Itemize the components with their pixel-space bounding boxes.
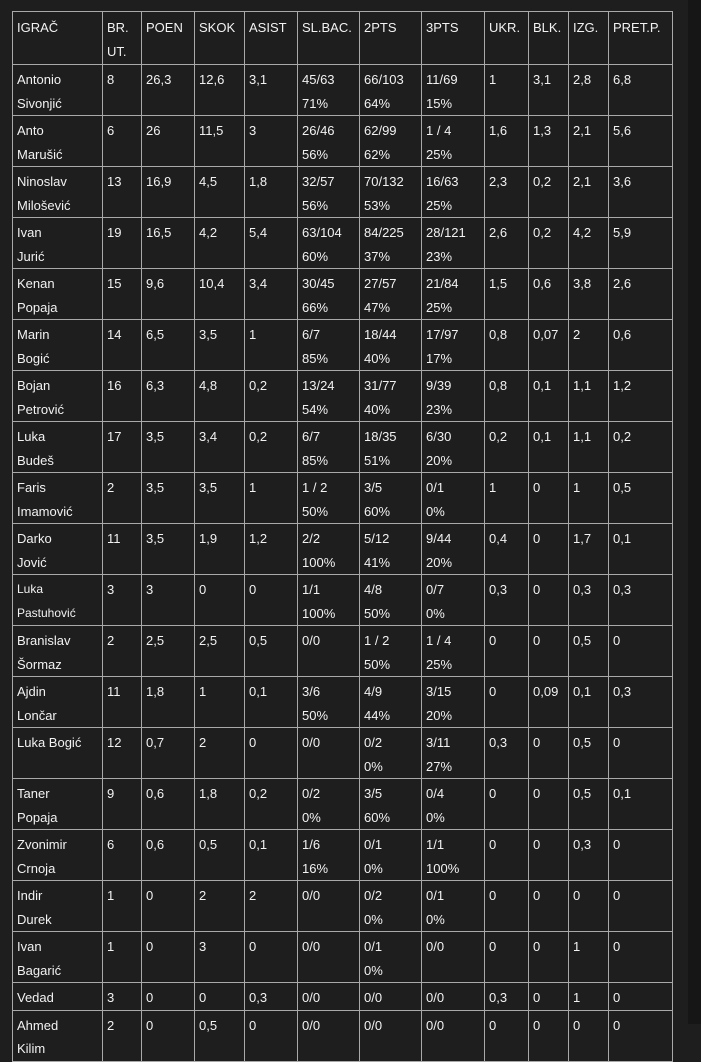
cell-rebounds: 10,4 [195, 269, 245, 320]
cell-fouls: 6,8 [609, 65, 673, 116]
cell-games: 3 [103, 983, 142, 1011]
table-row [13, 830, 673, 881]
cell-points: 3,5 [142, 473, 195, 524]
cell-three-pointers: 0/7 0% [422, 575, 485, 626]
cell-free-throws: 13/24 54% [298, 371, 360, 422]
cell-assists: 3 [245, 116, 298, 167]
player-stats-table [12, 11, 673, 1062]
cell-steals: 1,6 [485, 116, 529, 167]
cell-fouls: 0,5 [609, 473, 673, 524]
cell-games: 17 [103, 422, 142, 473]
cell-points: 0 [142, 983, 195, 1011]
cell-player-name: Faris Imamović [13, 473, 103, 524]
cell-two-pointers: 4/8 50% [360, 575, 422, 626]
cell-free-throws: 0/2 0% [298, 779, 360, 830]
cell-two-pointers: 62/99 62% [360, 116, 422, 167]
header-points: POEN [142, 12, 195, 65]
cell-assists: 0,5 [245, 626, 298, 677]
table-row [13, 728, 673, 779]
table-row [13, 1010, 673, 1061]
cell-three-pointers: 6/30 20% [422, 422, 485, 473]
cell-two-pointers: 18/35 51% [360, 422, 422, 473]
cell-games: 14 [103, 320, 142, 371]
cell-two-pointers: 1 / 2 50% [360, 626, 422, 677]
cell-blocks: 0,1 [529, 422, 569, 473]
cell-turnovers: 1,7 [569, 524, 609, 575]
cell-free-throws: 3/6 50% [298, 677, 360, 728]
cell-turnovers: 1 [569, 983, 609, 1011]
cell-blocks: 0 [529, 983, 569, 1011]
cell-two-pointers: 0/1 0% [360, 932, 422, 983]
cell-turnovers: 3,8 [569, 269, 609, 320]
table-row [13, 881, 673, 932]
header-free-throws: SL.BAC. [298, 12, 360, 65]
cell-free-throws: 6/7 85% [298, 422, 360, 473]
cell-three-pointers: 1 / 4 25% [422, 626, 485, 677]
cell-fouls: 0 [609, 983, 673, 1011]
cell-blocks: 0 [529, 779, 569, 830]
cell-player-name: Indir Durek [13, 881, 103, 932]
table-row [13, 626, 673, 677]
cell-blocks: 0,1 [529, 371, 569, 422]
cell-assists: 1 [245, 473, 298, 524]
cell-rebounds: 4,8 [195, 371, 245, 422]
cell-assists: 1 [245, 320, 298, 371]
header-blocks: BLK. [529, 12, 569, 65]
cell-fouls: 0,3 [609, 677, 673, 728]
table-row [13, 677, 673, 728]
cell-player-name: Ajdin Lončar [13, 677, 103, 728]
cell-games: 1 [103, 881, 142, 932]
cell-steals: 0 [485, 779, 529, 830]
cell-player-name: Kenan Popaja [13, 269, 103, 320]
cell-rebounds: 3,5 [195, 320, 245, 371]
cell-rebounds: 0 [195, 575, 245, 626]
cell-free-throws: 0/0 [298, 932, 360, 983]
cell-turnovers: 1 [569, 932, 609, 983]
table-row [13, 422, 673, 473]
cell-steals: 0,8 [485, 371, 529, 422]
cell-turnovers: 0,5 [569, 626, 609, 677]
cell-rebounds: 1 [195, 677, 245, 728]
cell-player-name: Taner Popaja [13, 779, 103, 830]
cell-two-pointers: 0/0 [360, 983, 422, 1011]
cell-fouls: 0 [609, 881, 673, 932]
cell-blocks: 0 [529, 881, 569, 932]
cell-assists: 0,1 [245, 677, 298, 728]
cell-games: 16 [103, 371, 142, 422]
cell-free-throws: 1/6 16% [298, 830, 360, 881]
cell-blocks: 0,2 [529, 218, 569, 269]
cell-three-pointers: 3/11 27% [422, 728, 485, 779]
table-body [13, 65, 673, 1062]
header-two-pointers: 2PTS [360, 12, 422, 65]
cell-two-pointers: 0/1 0% [360, 830, 422, 881]
cell-points: 3,5 [142, 422, 195, 473]
table-header-row [13, 12, 673, 65]
cell-three-pointers: 9/44 20% [422, 524, 485, 575]
cell-two-pointers: 66/103 64% [360, 65, 422, 116]
cell-assists: 0 [245, 575, 298, 626]
header-fouls: PRET.P. [609, 12, 673, 65]
cell-blocks: 0 [529, 1010, 569, 1061]
cell-rebounds: 3,4 [195, 422, 245, 473]
table-row [13, 116, 673, 167]
cell-steals: 0 [485, 677, 529, 728]
cell-steals: 0,4 [485, 524, 529, 575]
cell-steals: 1 [485, 473, 529, 524]
cell-points: 26,3 [142, 65, 195, 116]
cell-player-name: Luka Budeš [13, 422, 103, 473]
cell-rebounds: 1,8 [195, 779, 245, 830]
cell-rebounds: 2 [195, 881, 245, 932]
cell-blocks: 0,09 [529, 677, 569, 728]
cell-fouls: 0 [609, 1010, 673, 1061]
cell-three-pointers: 28/121 23% [422, 218, 485, 269]
cell-fouls: 0,1 [609, 779, 673, 830]
cell-three-pointers: 21/84 25% [422, 269, 485, 320]
table-row [13, 320, 673, 371]
cell-games: 13 [103, 167, 142, 218]
cell-assists: 0 [245, 932, 298, 983]
cell-fouls: 3,6 [609, 167, 673, 218]
cell-free-throws: 63/104 60% [298, 218, 360, 269]
cell-two-pointers: 70/132 53% [360, 167, 422, 218]
cell-rebounds: 3 [195, 932, 245, 983]
header-three-pointers: 3PTS [422, 12, 485, 65]
cell-three-pointers: 0/0 [422, 1010, 485, 1061]
cell-assists: 0,2 [245, 422, 298, 473]
cell-fouls: 5,9 [609, 218, 673, 269]
cell-steals: 0 [485, 626, 529, 677]
cell-blocks: 0 [529, 830, 569, 881]
cell-turnovers: 1,1 [569, 422, 609, 473]
cell-blocks: 0 [529, 728, 569, 779]
table-row [13, 983, 673, 1011]
cell-fouls: 0 [609, 932, 673, 983]
cell-fouls: 0 [609, 626, 673, 677]
cell-free-throws: 0/0 [298, 881, 360, 932]
cell-assists: 2 [245, 881, 298, 932]
cell-three-pointers: 11/69 15% [422, 65, 485, 116]
table-row [13, 65, 673, 116]
cell-games: 8 [103, 65, 142, 116]
cell-turnovers: 0,1 [569, 677, 609, 728]
cell-player-name: Ivan Jurić [13, 218, 103, 269]
table-row [13, 371, 673, 422]
table-row [13, 575, 673, 626]
cell-player-name: Anto Marušić [13, 116, 103, 167]
cell-free-throws: 32/57 56% [298, 167, 360, 218]
cell-games: 9 [103, 779, 142, 830]
cell-turnovers: 0,3 [569, 575, 609, 626]
cell-player-name: Ivan Bagarić [13, 932, 103, 983]
cell-two-pointers: 3/5 60% [360, 473, 422, 524]
cell-steals: 0,3 [485, 728, 529, 779]
cell-rebounds: 1,9 [195, 524, 245, 575]
cell-games: 3 [103, 575, 142, 626]
cell-fouls: 0,1 [609, 524, 673, 575]
cell-assists: 1,8 [245, 167, 298, 218]
cell-two-pointers: 18/44 40% [360, 320, 422, 371]
cell-points: 3,5 [142, 524, 195, 575]
cell-player-name: Marin Bogić [13, 320, 103, 371]
cell-points: 0 [142, 881, 195, 932]
cell-player-name: Antonio Sivonjić [13, 65, 103, 116]
cell-fouls: 1,2 [609, 371, 673, 422]
cell-three-pointers: 16/63 25% [422, 167, 485, 218]
cell-games: 1 [103, 932, 142, 983]
cell-three-pointers: 0/0 [422, 932, 485, 983]
cell-blocks: 0,2 [529, 167, 569, 218]
cell-assists: 0,1 [245, 830, 298, 881]
cell-assists: 0,3 [245, 983, 298, 1011]
cell-player-name: Darko Jović [13, 524, 103, 575]
cell-two-pointers: 84/225 37% [360, 218, 422, 269]
header-turnovers: IZG. [569, 12, 609, 65]
cell-games: 11 [103, 677, 142, 728]
cell-turnovers: 0,3 [569, 830, 609, 881]
cell-blocks: 0 [529, 473, 569, 524]
cell-three-pointers: 0/0 [422, 983, 485, 1011]
cell-rebounds: 4,5 [195, 167, 245, 218]
cell-blocks: 1,3 [529, 116, 569, 167]
cell-three-pointers: 0/1 0% [422, 881, 485, 932]
cell-rebounds: 0,5 [195, 830, 245, 881]
cell-player-name: Branislav Šormaz [13, 626, 103, 677]
cell-games: 12 [103, 728, 142, 779]
cell-player-name: Bojan Petrović [13, 371, 103, 422]
cell-points: 2,5 [142, 626, 195, 677]
cell-player-name: Luka Bogić [13, 728, 103, 779]
cell-turnovers: 2,1 [569, 167, 609, 218]
cell-two-pointers: 0/2 0% [360, 728, 422, 779]
cell-steals: 0,3 [485, 575, 529, 626]
cell-rebounds: 11,5 [195, 116, 245, 167]
cell-player-name: Zvonimir Crnoja [13, 830, 103, 881]
cell-player-name: Ahmed Kilim [13, 1010, 103, 1061]
cell-games: 2 [103, 1010, 142, 1061]
cell-three-pointers: 1/1 100% [422, 830, 485, 881]
cell-turnovers: 0,5 [569, 779, 609, 830]
cell-two-pointers: 0/2 0% [360, 881, 422, 932]
cell-points: 0,7 [142, 728, 195, 779]
cell-turnovers: 4,2 [569, 218, 609, 269]
cell-rebounds: 12,6 [195, 65, 245, 116]
cell-steals: 0,8 [485, 320, 529, 371]
page-edge [688, 0, 701, 1024]
cell-points: 0,6 [142, 830, 195, 881]
cell-three-pointers: 3/15 20% [422, 677, 485, 728]
cell-blocks: 0,07 [529, 320, 569, 371]
header-rebounds: SKOK [195, 12, 245, 65]
cell-steals: 2,3 [485, 167, 529, 218]
cell-player-name: Luka Pastuhović [13, 575, 103, 626]
cell-steals: 1,5 [485, 269, 529, 320]
cell-steals: 0 [485, 1010, 529, 1061]
header-player: IGRAČ [13, 12, 103, 65]
cell-assists: 3,4 [245, 269, 298, 320]
cell-fouls: 0,3 [609, 575, 673, 626]
cell-assists: 3,1 [245, 65, 298, 116]
cell-assists: 5,4 [245, 218, 298, 269]
cell-turnovers: 2,1 [569, 116, 609, 167]
cell-two-pointers: 0/0 [360, 1010, 422, 1061]
cell-player-name: Vedad [13, 983, 103, 1011]
cell-rebounds: 3,5 [195, 473, 245, 524]
cell-games: 6 [103, 830, 142, 881]
cell-three-pointers: 9/39 23% [422, 371, 485, 422]
cell-rebounds: 2,5 [195, 626, 245, 677]
cell-blocks: 0 [529, 524, 569, 575]
table-row [13, 779, 673, 830]
header-steals: UKR. [485, 12, 529, 65]
cell-points: 3 [142, 575, 195, 626]
cell-assists: 0 [245, 728, 298, 779]
cell-two-pointers: 5/12 41% [360, 524, 422, 575]
cell-points: 6,3 [142, 371, 195, 422]
cell-steals: 0 [485, 881, 529, 932]
cell-points: 0,6 [142, 779, 195, 830]
cell-steals: 0 [485, 830, 529, 881]
table-row [13, 269, 673, 320]
table-row [13, 167, 673, 218]
cell-rebounds: 2 [195, 728, 245, 779]
cell-turnovers: 0 [569, 881, 609, 932]
cell-turnovers: 0 [569, 1010, 609, 1061]
cell-free-throws: 1/1 100% [298, 575, 360, 626]
cell-fouls: 0 [609, 728, 673, 779]
table-row [13, 524, 673, 575]
cell-games: 2 [103, 473, 142, 524]
cell-points: 9,6 [142, 269, 195, 320]
cell-three-pointers: 0/4 0% [422, 779, 485, 830]
cell-fouls: 2,6 [609, 269, 673, 320]
cell-games: 6 [103, 116, 142, 167]
cell-turnovers: 1 [569, 473, 609, 524]
cell-assists: 0,2 [245, 371, 298, 422]
table-row [13, 473, 673, 524]
cell-player-name: Ninoslav Milošević [13, 167, 103, 218]
cell-free-throws: 0/0 [298, 728, 360, 779]
cell-free-throws: 1 / 2 50% [298, 473, 360, 524]
cell-blocks: 0 [529, 626, 569, 677]
cell-free-throws: 2/2 100% [298, 524, 360, 575]
cell-points: 26 [142, 116, 195, 167]
cell-points: 1,8 [142, 677, 195, 728]
header-games: BR. UT. [103, 12, 142, 65]
cell-points: 0 [142, 932, 195, 983]
cell-fouls: 5,6 [609, 116, 673, 167]
cell-three-pointers: 1 / 4 25% [422, 116, 485, 167]
cell-two-pointers: 4/9 44% [360, 677, 422, 728]
cell-assists: 0,2 [245, 779, 298, 830]
cell-three-pointers: 0/1 0% [422, 473, 485, 524]
cell-blocks: 3,1 [529, 65, 569, 116]
cell-fouls: 0,2 [609, 422, 673, 473]
cell-games: 15 [103, 269, 142, 320]
cell-games: 2 [103, 626, 142, 677]
cell-free-throws: 30/45 66% [298, 269, 360, 320]
cell-free-throws: 0/0 [298, 626, 360, 677]
cell-points: 16,5 [142, 218, 195, 269]
cell-rebounds: 4,2 [195, 218, 245, 269]
cell-free-throws: 0/0 [298, 1010, 360, 1061]
cell-steals: 2,6 [485, 218, 529, 269]
cell-fouls: 0 [609, 830, 673, 881]
cell-games: 11 [103, 524, 142, 575]
table-row [13, 218, 673, 269]
table-row [13, 932, 673, 983]
cell-turnovers: 2,8 [569, 65, 609, 116]
cell-turnovers: 2 [569, 320, 609, 371]
cell-two-pointers: 31/77 40% [360, 371, 422, 422]
cell-turnovers: 0,5 [569, 728, 609, 779]
cell-points: 0 [142, 1010, 195, 1061]
cell-free-throws: 26/46 56% [298, 116, 360, 167]
cell-steals: 1 [485, 65, 529, 116]
cell-steals: 0,2 [485, 422, 529, 473]
cell-three-pointers: 17/97 17% [422, 320, 485, 371]
cell-steals: 0 [485, 932, 529, 983]
cell-points: 16,9 [142, 167, 195, 218]
cell-two-pointers: 27/57 47% [360, 269, 422, 320]
cell-two-pointers: 3/5 60% [360, 779, 422, 830]
cell-fouls: 0,6 [609, 320, 673, 371]
cell-rebounds: 0 [195, 983, 245, 1011]
cell-free-throws: 45/63 71% [298, 65, 360, 116]
cell-blocks: 0,6 [529, 269, 569, 320]
cell-assists: 0 [245, 1010, 298, 1061]
cell-games: 19 [103, 218, 142, 269]
cell-free-throws: 6/7 85% [298, 320, 360, 371]
cell-free-throws: 0/0 [298, 983, 360, 1011]
cell-points: 6,5 [142, 320, 195, 371]
cell-blocks: 0 [529, 932, 569, 983]
cell-blocks: 0 [529, 575, 569, 626]
cell-rebounds: 0,5 [195, 1010, 245, 1061]
cell-turnovers: 1,1 [569, 371, 609, 422]
header-assists: ASIST [245, 12, 298, 65]
cell-assists: 1,2 [245, 524, 298, 575]
cell-steals: 0,3 [485, 983, 529, 1011]
